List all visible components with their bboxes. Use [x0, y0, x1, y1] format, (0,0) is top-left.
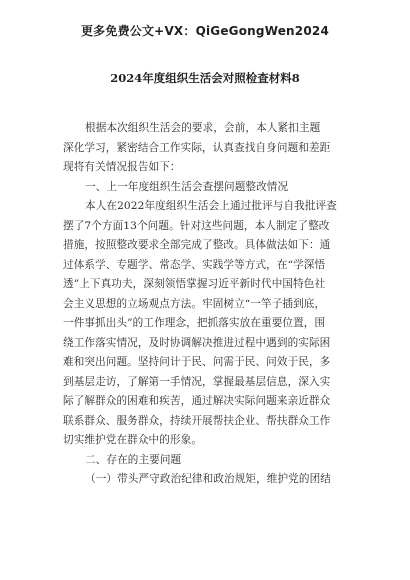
- section1-line-5: 透”上下真功夫，深刻领悟掌握习近平新时代中国特色社: [63, 278, 326, 290]
- intro-line-1: 根据本次组织生活会的要求，会前，本人紧扣主题: [85, 122, 321, 134]
- section1-line-9: 难和突出问题。坚持问计于民、问需于民、问效于民，多: [63, 356, 331, 368]
- section1-line-8: 绕工作落实情况，及时协调解决推进过程中遇到的实际困: [63, 336, 331, 349]
- section1-line-10: 到基层走访，了解第一手情况，掌握最基层信息，深入实: [63, 375, 331, 388]
- section1-line-4: 过体系学、专题学、常态学、实践学等方式，在“学深悟: [63, 258, 326, 271]
- document-title: 2024年度组织生活会对照检查材料8: [110, 71, 300, 85]
- intro-line-3: 现将有关情况报告如下：: [63, 161, 181, 173]
- section1-line-3: 措施，按照整改要求全部完成了整改。具体做法如下：通: [63, 239, 331, 251]
- section1-line-13: 切实维护党在群众中的形象。: [63, 434, 203, 446]
- section1-heading: 一、上一年度组织生活会查摆问题整改情况: [85, 180, 289, 193]
- section1-line-2: 摆了7个方面13个问题。针对这些问题，本人制定了整改: [63, 219, 330, 232]
- section2-subheading: （一）带头严守政治纪律和政治规矩，维护党的团结: [85, 473, 331, 485]
- section2-heading: 二、存在的主要问题: [85, 453, 182, 466]
- section1-line-11: 际了解群众的困难和疾苦，通过解决实际问题来亲近群众: [63, 395, 331, 407]
- intro-line-2: 深化学习，紧密结合工作实际，认真查找自身问题和差距: [63, 141, 331, 154]
- section1-line-6: 会主义思想的立场观点方法。牢固树立“一竿子插到底，: [63, 297, 326, 310]
- section1-line-12: 联系群众、服务群众，持续开展帮扶企业、帮扶群众工作: [63, 414, 331, 427]
- section1-line-1: 本人在2022年度组织生活会上通过批评与自我批评查: [85, 200, 337, 212]
- document-body: [63, 119, 345, 490]
- watermark-header: 更多免费公文+VX：QiGeGongWen2024: [80, 24, 329, 38]
- section1-line-7: 一件事抓出头”的工作理念，把抓落实放在重要位置，围: [63, 317, 326, 329]
